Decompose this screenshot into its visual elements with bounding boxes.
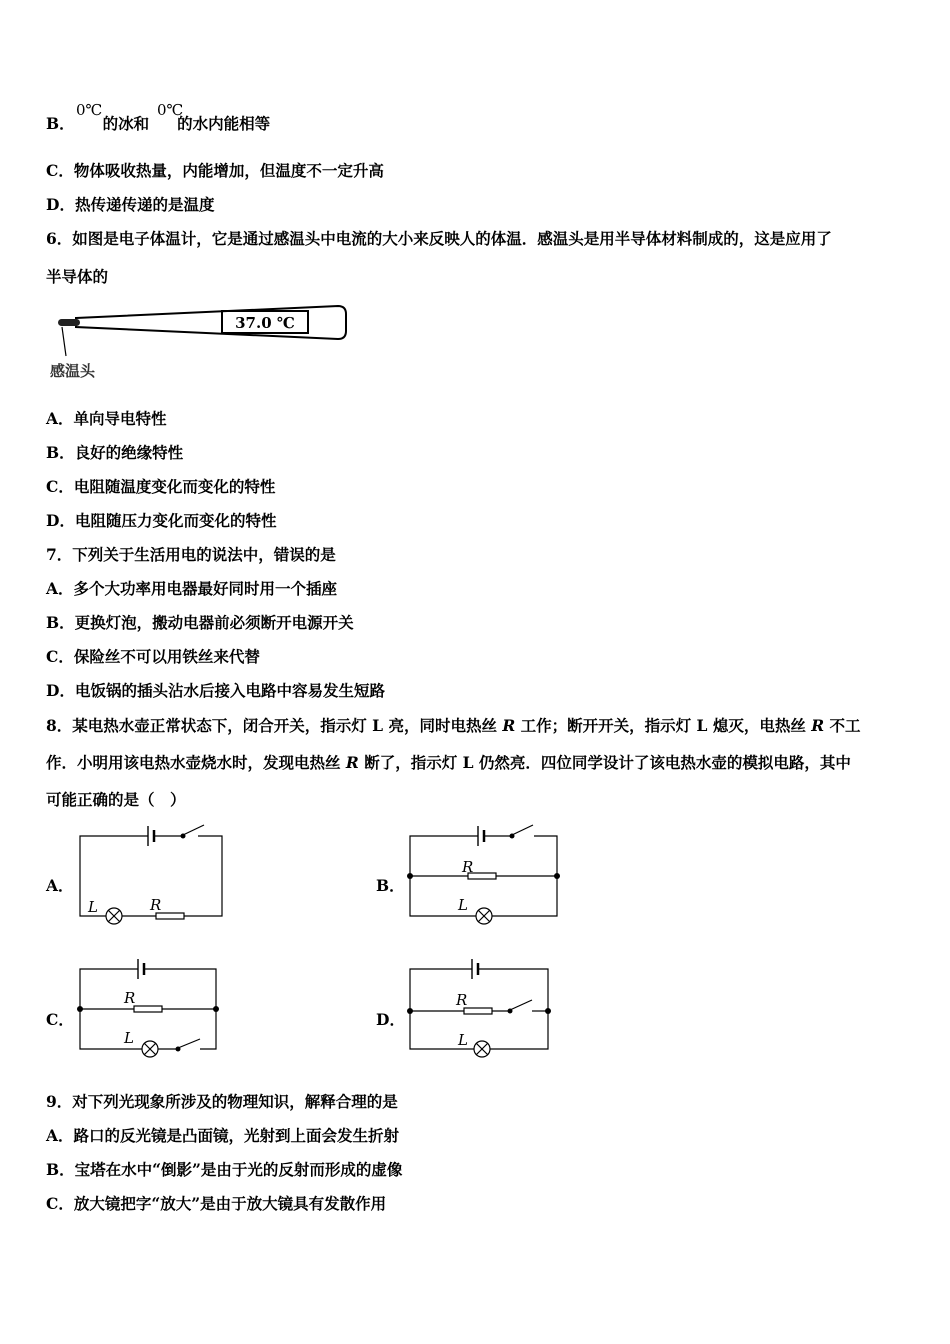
q9-stem: 9．对下列光现象所涉及的物理知识，解释合理的是 [46,1092,398,1111]
q8-line2-a: 作．小明用该电热水壶烧水时，发现电热丝 [46,753,346,772]
q8-stem-line3: 可能正确的是（ ） [46,790,186,809]
thermometer-probe-label: 感温头 [50,362,96,380]
q7-option-c: C．保险丝不可以用铁丝来代替 [46,647,260,666]
thermometer-display: 37.0 ℃ [235,314,295,332]
q5-option-d: D．热传递传递的是温度 [46,195,215,214]
circuit-a [70,820,235,930]
q6-option-b: B．良好的绝缘特性 [46,443,184,462]
q8-line1-c: 不工 [824,716,861,735]
q5-option-b-mid: 的冰和 [102,114,150,133]
circuit-b [400,820,565,930]
q7-stem: 7．下列关于生活用电的说法中，错误的是 [46,545,336,564]
circuit-b-resistor-label: R [462,858,474,876]
q8-line1-b: 工作；断开开关，指示灯 L 熄灭，电热丝 [515,716,812,735]
q8-stem-line2 [46,753,851,773]
q9-option-b: B．宝塔在水中“倒影”是由于光的反射而形成的虚像 [46,1160,403,1179]
circuit-d-lamp-label: L [458,1031,468,1049]
circuit-a-lamp-label: L [88,898,98,916]
q6-stem-line1: 6．如图是电子体温计，它是通过感温头中电流的大小来反映人的体温．感温头是用半导体材料制成的，这是应用了 [46,229,832,248]
q9-option-a: A．路口的反光镜是凸面镜，光射到上面会发生折射 [46,1126,400,1145]
circuit-b-lamp-label: L [458,896,468,914]
q7-option-b: B．更换灯泡，搬动电器前必须断开电源开关 [46,613,354,632]
q8-line1-r2: R [811,716,825,735]
q8-line2-r: R [345,753,359,772]
q6-option-a: A．单向导电特性 [46,409,167,428]
q6-stem-line2: 半导体的 [46,267,109,286]
q6-option-c: C．电阻随温度变化而变化的特性 [46,477,276,496]
q5-option-c: C．物体吸收热量，内能增加，但温度不一定升高 [46,161,384,180]
circuit-d [400,955,565,1065]
circuit-c-lamp-label: L [124,1029,134,1047]
q8-stem-line1 [46,716,861,736]
circuit-c-resistor-label: R [124,989,136,1007]
q9-option-c: C．放大镜把字“放大”是由于放大镜具有发散作用 [46,1194,387,1213]
q5-temp-2: 0℃ [157,101,184,119]
thermometer-figure [46,300,356,390]
q8-line2-b: 断了，指示灯 L 仍然亮．四位同学设计了该电热水壶的模拟电路，其中 [358,753,851,772]
circuit-d-label: D． [376,1010,405,1029]
q8-line1-r1: R [502,716,516,735]
circuit-a-resistor-label: R [150,896,162,914]
q5-option-b-prefix: B． [46,114,75,133]
q7-option-d: D．电饭锅的插头沾水后接入电路中容易发生短路 [46,681,385,700]
circuit-c [70,955,235,1065]
q6-option-d: D．电阻随压力变化而变化的特性 [46,511,277,530]
circuit-d-resistor-label: R [456,991,468,1009]
q8-line1-a: 8．某电热水壶正常状态下，闭合开关，指示灯 L 亮，同时电热丝 [46,716,503,735]
circuit-b-label: B． [376,876,405,895]
circuit-a-label: A． [46,876,74,895]
q5-option-b-suffix: 的水内能相等 [177,114,271,133]
q5-temp-1: 0℃ [76,101,103,119]
circuit-c-label: C． [46,1010,74,1029]
q7-option-a: A．多个大功率用电器最好同时用一个插座 [46,579,338,598]
